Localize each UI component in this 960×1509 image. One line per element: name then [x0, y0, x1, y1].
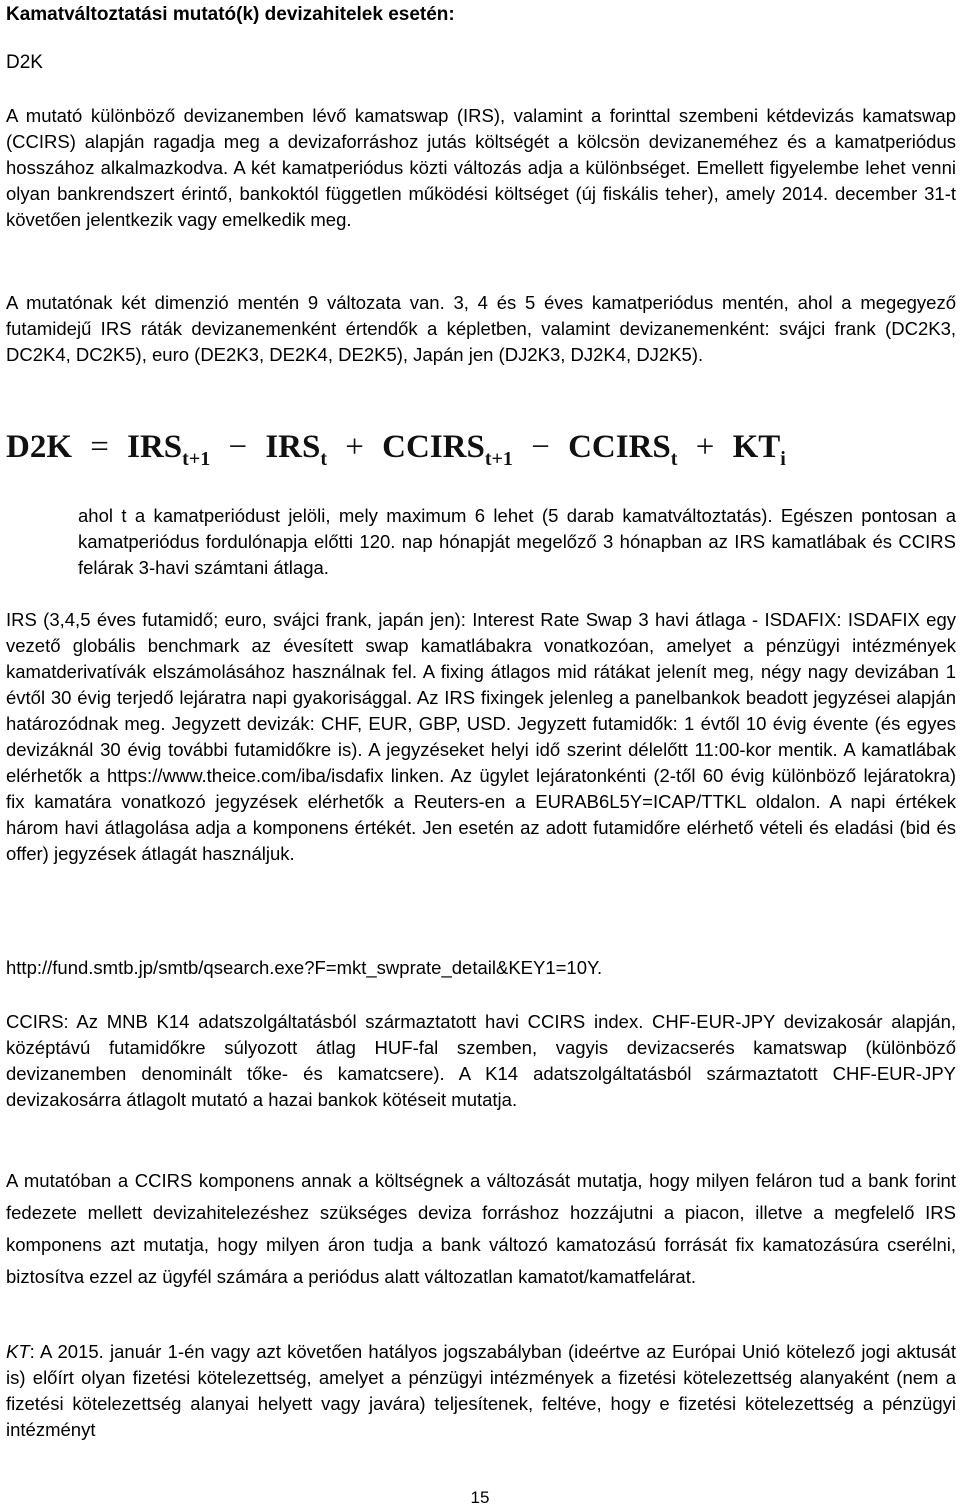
formula-term-ccirs-t: $CCIRS_t$ [568, 429, 678, 470]
formula-term-ccirs-t1: $CCIRS_{t+1}$ [382, 429, 513, 470]
paragraph-description: A mutató különböző devizanemben lévő kamatswap (IRS), valamint a forinttal szembeni kétdevizás kamatswap (CCIRS) alapján ragadja meg a devizaforráshoz jutás költségét a kölcsön devizaneméhez és a kamatperiódus hosszához alkalmazkodva. A két kamatperiódus közti változás adja a különbséget. Emellett figyelembe lehet venni olyan bankrendszert érintő, bankoktól független működési költséget (új fiskális teher), amely 2014. december 31-t követően jelentkezik vagy emelkedik meg. [6, 105, 956, 230]
formula-term-kt: $KT_i$ [732, 429, 786, 470]
formula-minus: − [531, 429, 550, 465]
paragraph-irs-definition: IRS (3,4,5 éves futamidő; euro, svájci frank, japán jen): Interest Rate Swap 3 havi átlaga - ISDAFIX: ISDAFIX egy vezető globális benchmark az évesített swap kamatlábakra vonatkozóan, amelyet a pénzügyi intézmények kamatderivatívák elszámolásához használnak fel. A fixing átlagos mid rátákat jelenít meg, négy nagy devizában 1 évtől 30 évig terjedő lejáratra napi gyakorisággal. Az IRS fixingek jelenleg a panelbankok beadott jegyzései alapján határozódnak meg. Jegyzett devizák: CHF, EUR, GBP, USD. Jegyzett futamidők: 1 évtől 10 évig évente (és egyes devizáknál 30 évig további futamidőkre is). A jegyzéseket helyi idő szerint délelőtt 11:00-kor mentik. A kamatlábak elérhetők a https://www.theice.com/iba/isdafix linken. Az ügylet lejáratonkénti (2-től 60 évig különböző lejáratokra) fix kamatára vonatkozó jegyzések elérhetők a Reuters-en a EURAB6L5Y=ICAP/TTKL oldalon. A napi értékek három havi átlagolása adja a komponens értékét. Jen esetén az adott futamidőre elérhető vételi és eladási (bid és offer) jegyzések átlagát használjuk. [6, 609, 956, 864]
paragraph-period-definition: ahol t a kamatperiódust jelöli, mely maximum 6 lehet (5 darab kamatváltoztatás). Egészen pontosan a kamatperiódus fordulónapja előtti 120. nap hónapját megelőző 3 hónapban az IRS kamatlábak és CCIRS felárak 3-havi számtani átlaga. [78, 505, 956, 578]
d2k-formula [6, 422, 786, 472]
paragraph-ccirs-definition: CCIRS: Az MNB K14 adatszolgáltatásból származtatott havi CCIRS index. CHF-EUR-JPY devizakosár alapján, középtávú futamidőkre súlyozott átlag HUF-fal szemben, vagyis devizacserés kamatswap (különböző devizanemben denominált tőke- és kamatcsere). A K14 adatszolgáltatásból származtatott CHF-EUR-JPY devizakosárra átlagolt mutató a hazai bankok kötéseit mutatja. [6, 1011, 956, 1110]
formula-term-irs-t1: $IRS_{t+1}$ [127, 429, 211, 470]
formula-minus: − [228, 429, 248, 465]
kt-term: KT [6, 1341, 30, 1362]
formula-term-irs-t: $IRS_t$ [265, 429, 328, 470]
paragraph-variants: A mutatónak két dimenzió mentén 9 változata van. 3, 4 és 5 éves kamatperiódus mentén, ahol a megegyező futamidejű IRS ráták devizanemenként értendők a képletben, valamint devizanemenként: svájci frank (DC2K3, DC2K4, DC2K5), euro (DE2K3, DE2K4, DE2K5), Japán jen (DJ2K3, DJ2K4, DJ2K5). [6, 292, 956, 365]
paragraph-kt-definition [6, 1339, 956, 1443]
kt-definition-text: : A 2015. január 1-én vagy azt követően hatályos jogszabályban (ideértve az Európai Unió kötelező jogi aktusát is) előírt olyan fizetési kötelezettség, amelyet a pénzügyi intézmények a fizetési kötelezettség alanyaként (nem a fizetési kötelezettség alanyai helyett vagy javára) teljesítenek, feltéve, hogy e fizetési kötelezettség a pénzügyi intézményt [6, 1341, 956, 1440]
source-url: http://fund.smtb.jp/smtb/qsearch.exe?F=mkt_swprate_detail&KEY1=10Y. [6, 957, 603, 978]
formula-equals: = [90, 429, 109, 465]
formula-plus: + [695, 429, 715, 465]
formula-plus: + [345, 429, 364, 465]
page-number: 15 [470, 1488, 490, 1507]
section-heading: Kamatváltoztatási mutató(k) devizahitelek esetén: [6, 4, 455, 25]
formula-lhs: D2K [6, 429, 72, 465]
indicator-title: D2K [6, 52, 43, 73]
paragraph-ccirs-component: A mutatóban a CCIRS komponens annak a költségnek a változását mutatja, hogy milyen feláron tud a bank forint fedezete mellett devizahitelezéshez szükséges deviza forráshoz hozzájutni a piacon, illetve a megfelelő IRS komponens azt mutatja, hogy milyen áron tudja a bank változó kamatozású forrását fix kamatozásúra cserélni, biztosítva ezzel az ügyfél számára a periódus alatt változatlan kamatot/kamatfelárat. [6, 1170, 956, 1287]
